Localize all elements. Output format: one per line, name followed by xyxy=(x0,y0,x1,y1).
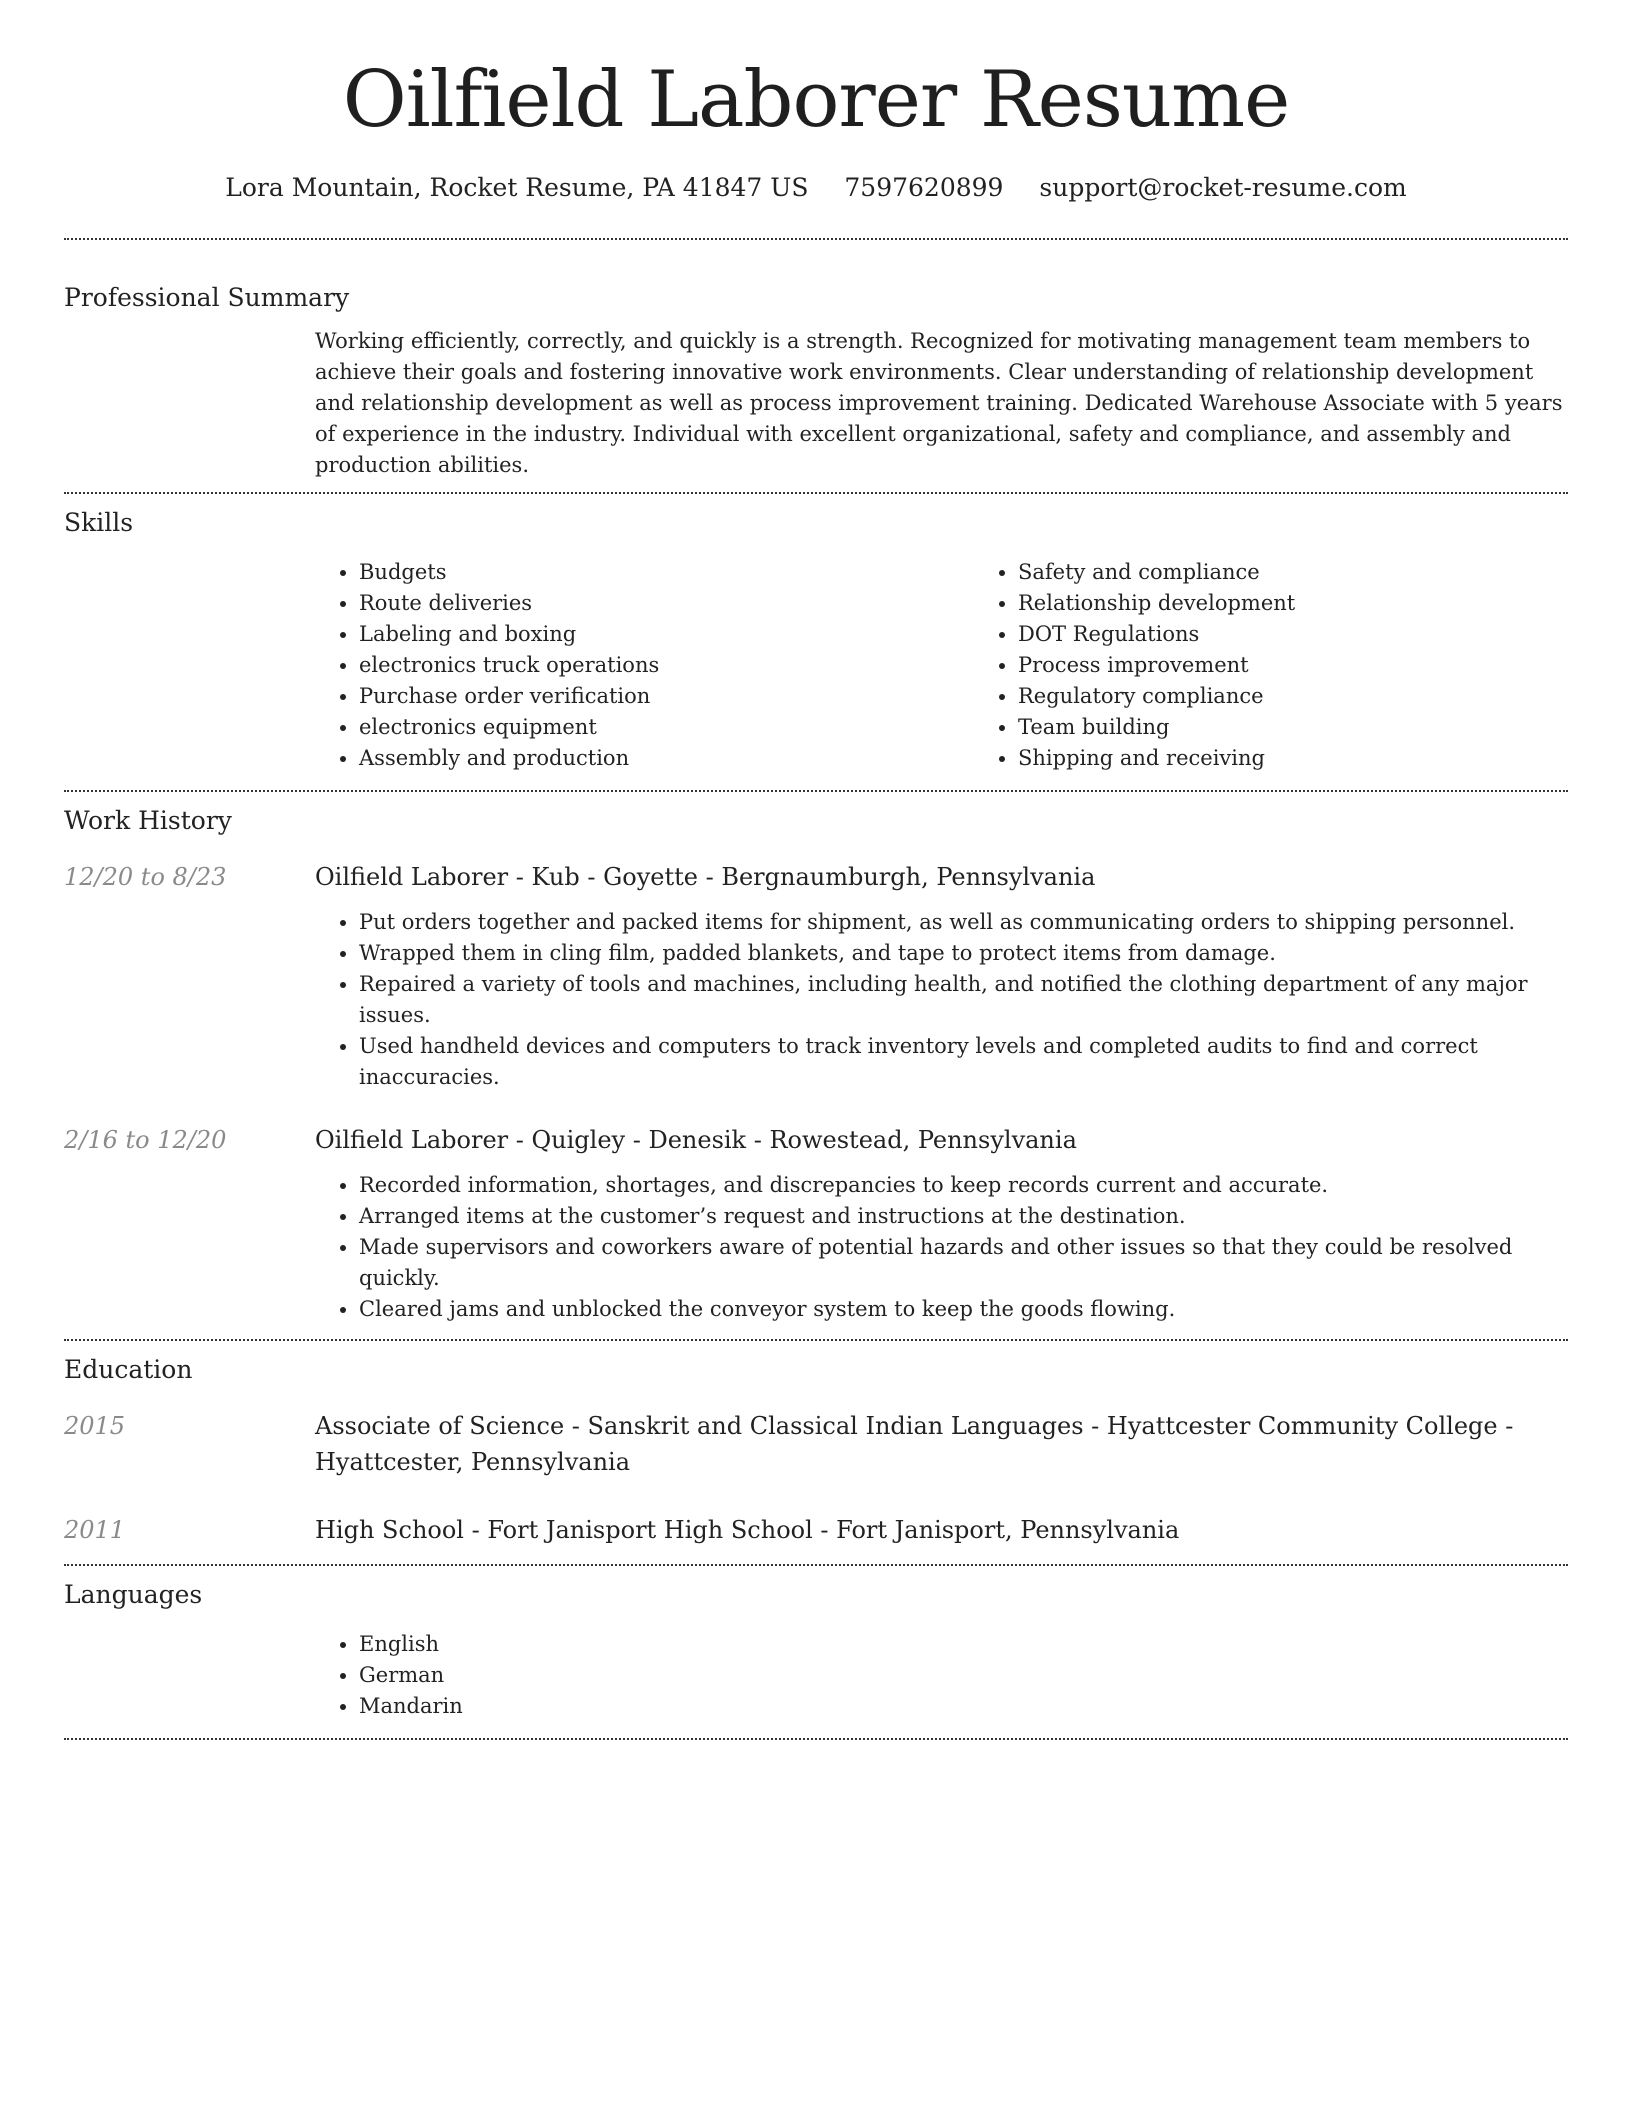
list-item: • electronics equipment xyxy=(359,712,974,743)
list-item: • Process improvement xyxy=(1018,650,1632,681)
section-heading-education: Education xyxy=(64,1355,193,1384)
divider xyxy=(64,1738,1568,1740)
list-item: • Used handheld devices and computers to track inventory levels and completed audits to find and correct inaccuracies. xyxy=(359,1031,1568,1093)
skills-column-right xyxy=(974,557,1632,774)
job-entry xyxy=(64,1122,1568,1325)
languages-list xyxy=(315,1629,1568,1722)
languages-section xyxy=(64,1579,1568,1722)
list-item: • electronics truck operations xyxy=(359,650,974,681)
divider xyxy=(64,492,1568,494)
list-item: • Recorded information, shortages, and discrepancies to keep records current and accurate. xyxy=(359,1170,1568,1201)
education-year: 2011 xyxy=(64,1516,126,1544)
work-section xyxy=(64,805,1568,1325)
divider xyxy=(64,1564,1568,1566)
list-item: • Purchase order verification xyxy=(359,681,974,712)
list-item: • Shipping and receiving xyxy=(1018,743,1632,774)
skills-list xyxy=(315,557,1632,774)
list-item: • Assembly and production xyxy=(359,743,974,774)
list-item: • English xyxy=(359,1629,1568,1660)
list-item: • Mandarin xyxy=(359,1691,1568,1722)
page-title: Oilfield Laborer Resume xyxy=(342,55,1290,145)
divider xyxy=(64,238,1568,240)
section-heading-summary: Professional Summary xyxy=(64,283,350,312)
section-heading-skills: Skills xyxy=(64,508,134,537)
skills-column-left xyxy=(315,557,974,774)
list-item: • Wrapped them in cling film, padded blankets, and tape to protect items from damage. xyxy=(359,938,1568,969)
list-item: • Labeling and boxing xyxy=(359,619,974,650)
job-title: Oilfield Laborer - Quigley - Denesik - Rowestead, Pennsylvania xyxy=(315,1126,1077,1154)
contact-line xyxy=(64,172,1568,204)
education-title xyxy=(315,1512,1568,1548)
list-item: • Arranged items at the customer’s request and instructions at the destination. xyxy=(359,1201,1568,1232)
divider xyxy=(64,790,1568,792)
list-item: • Team building xyxy=(1018,712,1632,743)
list-item: • German xyxy=(359,1660,1568,1691)
resume-page xyxy=(64,0,1568,1740)
education-year: 2015 xyxy=(64,1412,126,1440)
list-item: • Route deliveries xyxy=(359,588,974,619)
education-degree: High School xyxy=(315,1516,464,1544)
list-item: • Put orders together and packed items for shipment, as well as communicating orders to shipping personnel. xyxy=(359,907,1568,938)
list-item: • Relationship development xyxy=(1018,588,1632,619)
list-item: • Repaired a variety of tools and machines, including health, and notified the clothing department of any major issues. xyxy=(359,969,1568,1031)
education-detail: - Sanskrit and Classical Indian Languages - Hyattcester Community College - Hyattcester, Pennsylvania xyxy=(315,1412,1514,1476)
summary-section xyxy=(64,282,1568,481)
list-item: • Regulatory compliance xyxy=(1018,681,1632,712)
job-bullets xyxy=(315,1170,1568,1325)
education-section xyxy=(64,1354,1568,1548)
skills-section xyxy=(64,507,1568,774)
list-item: • Made supervisors and coworkers aware of potential hazards and other issues so that they could be resolved quickly. xyxy=(359,1232,1568,1294)
list-item: • Budgets xyxy=(359,557,974,588)
list-item: • Cleared jams and unblocked the conveyor system to keep the goods flowing. xyxy=(359,1294,1568,1325)
list-item: • DOT Regulations xyxy=(1018,619,1632,650)
summary-text: Working efficiently, correctly, and quickly is a strength. Recognized for motivating management team members to achieve their goals and fostering innovative work environments. Clear understanding of relationship development and relationship development as well as process improvement training. Dedicated Warehouse Associate with 5 years of experience in the industry. Individual with excellent organizational, safety and compliance, and assembly and production abilities. xyxy=(315,329,1563,477)
list-item: • Safety and compliance xyxy=(1018,557,1632,588)
job-bullets xyxy=(315,907,1568,1093)
education-degree: Associate of Science xyxy=(315,1412,565,1440)
job-entry xyxy=(64,859,1568,1093)
education-title xyxy=(315,1408,1568,1480)
contact-email: support@rocket-resume.com xyxy=(1039,173,1407,202)
job-title: Oilfield Laborer - Kub - Goyette - Bergnaumburgh, Pennsylvania xyxy=(315,863,1096,891)
contact-address: Lora Mountain, Rocket Resume, PA 41847 US xyxy=(225,173,809,202)
divider xyxy=(64,1339,1568,1341)
education-entry xyxy=(64,1408,1568,1480)
education-entry xyxy=(64,1512,1568,1548)
job-dates: 12/20 to 8/23 xyxy=(64,863,227,891)
job-dates: 2/16 to 12/20 xyxy=(64,1126,227,1154)
section-heading-languages: Languages xyxy=(64,1580,203,1609)
education-detail: - Fort Janisport High School - Fort Janisport, Pennsylvania xyxy=(463,1516,1180,1544)
section-heading-work: Work History xyxy=(64,806,232,835)
contact-phone: 7597620899 xyxy=(844,173,1004,202)
